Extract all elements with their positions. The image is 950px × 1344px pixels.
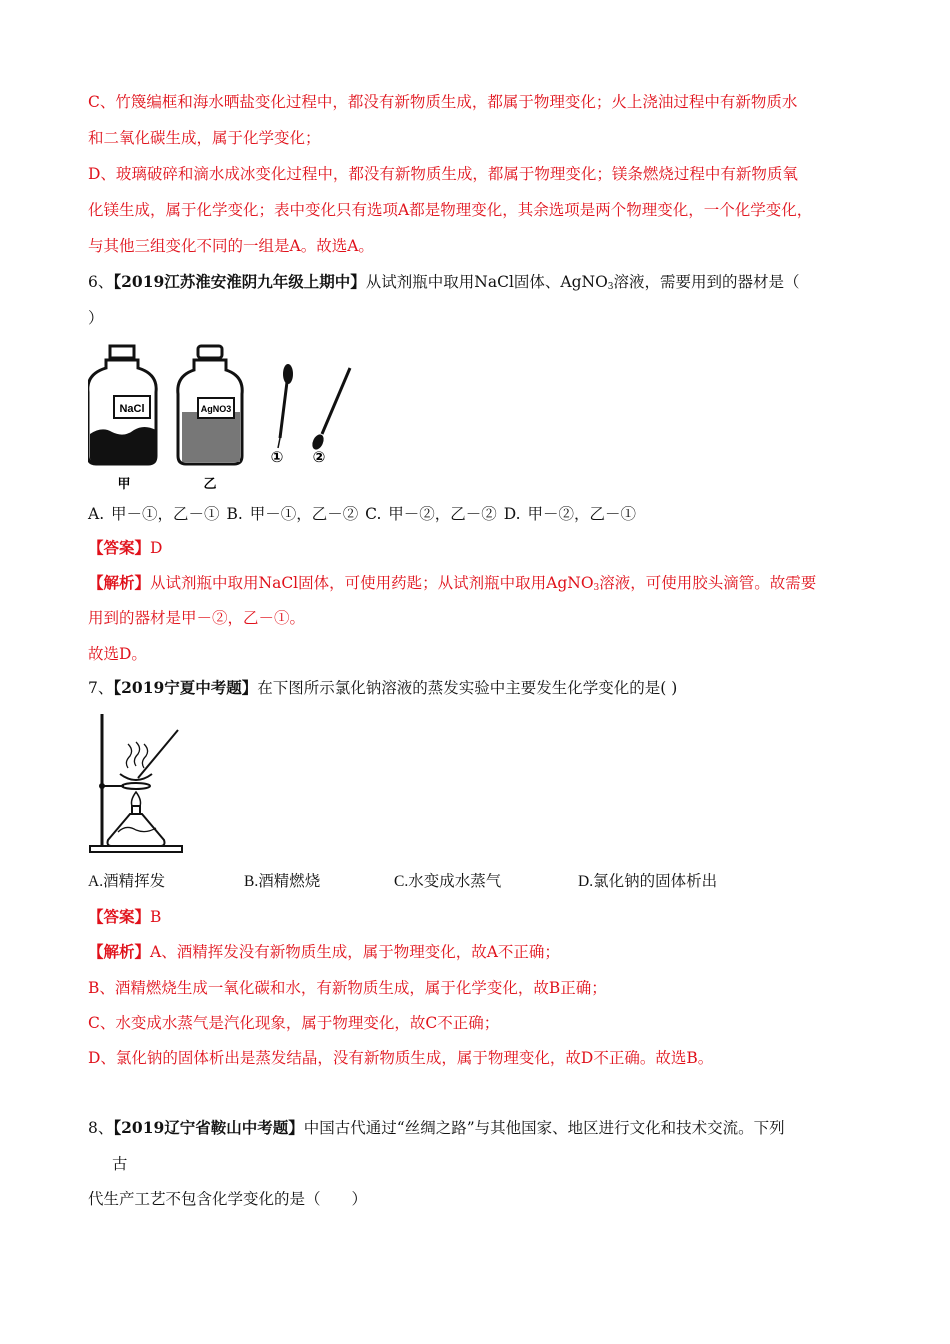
q8-stem-line2: 古 [112, 1155, 128, 1173]
q6-analysis-sub: 3 [593, 583, 600, 593]
bottle-agno3-label: AgNO3 [200, 404, 232, 414]
dropper-icon [278, 364, 293, 448]
label-tool2: ② [312, 448, 326, 466]
label-yi: 乙 [203, 477, 217, 492]
q5-explanation-d-line1: D、玻璃破碎和滴水成冰变化过程中，都没有新物质生成，都属于物理变化；镁条燃烧过程中有新物质氧 [88, 165, 798, 183]
label-jia: 甲 [117, 477, 131, 492]
bottle-nacl-icon [88, 346, 156, 464]
q6-analysis-a: 从试剂瓶中取用NaCl固体，可使用药匙；从试剂瓶中取用AgNO [150, 574, 594, 592]
q7-number: 7、 [88, 679, 114, 697]
bottle-nacl-label: NaCl [119, 403, 145, 415]
q6-analysis-line3: 故选D。 [88, 645, 147, 663]
q7-answer [88, 907, 161, 927]
q6-answer-tag: 【答案】 [88, 538, 151, 557]
q6-options: A. 甲－①，乙－① B. 甲－①，乙－② C. 甲－②，乙－② D. 甲－②，乙－① [88, 505, 636, 523]
q7-analysis-b: B、酒精燃烧生成一氧化碳和水，有新物质生成，属于化学变化，故B正确； [88, 979, 607, 997]
spoon-icon [310, 368, 350, 451]
q7-analysis-tag: 【解析】 [88, 942, 151, 961]
q7-option-c: C.水变成水蒸气 [394, 873, 502, 890]
q7-option-d: D.氯化钠的固体析出 [578, 873, 718, 890]
q5-explanation-c-line1: C、竹篾编框和海水晒盐变化过程中，都没有新物质生成，都属于物理变化；火上浇油过程中有新物质水 [88, 93, 798, 111]
q6-number: 6、 [88, 273, 114, 291]
q5-explanation-d-line2: 化镁生成，属于化学变化；表中变化只有选项A都是物理变化，其余选项是两个物理变化，一个化学变化， [88, 201, 813, 219]
q8-number: 8、 [88, 1119, 114, 1137]
q6-stem [88, 272, 800, 297]
q6-source: 【2019江苏淮安淮阴九年级上期中】 [113, 272, 366, 291]
q6-analysis-b: 溶液，可使用胶头滴管。故需要 [599, 574, 817, 592]
q5-explanation-c-line2: 和二氧化碳生成，属于化学变化； [88, 129, 321, 147]
q7-analysis-a-text: A、酒精挥发没有新物质生成，属于物理变化，故A不正确； [150, 943, 560, 961]
label-tool1: ① [270, 448, 284, 466]
q7-analysis-c: C、水变成水蒸气是汽化现象，属于物理变化，故C不正确； [88, 1014, 500, 1032]
q6-figure [88, 342, 363, 492]
q6-stem-close: ） [88, 309, 104, 327]
q6-stem-b: 溶液，需要用到的器材是（ [613, 273, 800, 291]
q6-analysis-tag: 【解析】 [88, 573, 151, 592]
q5-explanation-d-line3: 与其他三组变化不同的一组是A。故选A。 [88, 237, 374, 255]
q7-option-b: B.酒精燃烧 [244, 873, 321, 890]
q8-stem-text: 中国古代通过“丝绸之路”与其他国家、地区进行文化和技术交流。下列 [303, 1119, 785, 1137]
q7-analysis-d: D、氯化钠的固体析出是蒸发结晶，没有新物质生成，属于物理变化，故D不正确。故选B。 [88, 1049, 714, 1067]
q7-analysis-a [88, 942, 560, 962]
q8-stem-line3: 代生产工艺不包含化学变化的是（ ） [88, 1190, 368, 1208]
q8-source: 【2019辽宁省鞍山中考题】 [113, 1118, 304, 1137]
q7-stem [88, 678, 677, 698]
q6-answer-value: D [150, 539, 163, 557]
bottle-agno3-icon [178, 346, 242, 464]
q7-evaporation-figure [88, 712, 188, 857]
q7-source: 【2019宁夏中考题】 [113, 678, 258, 697]
q7-option-a: A.酒精挥发 [88, 873, 166, 890]
q7-answer-value: B [150, 908, 162, 926]
q6-answer [88, 538, 162, 558]
q6-stem-a: 从试剂瓶中取用NaCl固体、AgNO [365, 273, 608, 291]
q8-stem-line1 [88, 1118, 785, 1138]
q7-stem-text: 在下图所示氯化钠溶液的蒸发实验中主要发生化学变化的是( ) [257, 679, 678, 697]
q7-answer-tag: 【答案】 [88, 907, 151, 926]
q6-stem-sub: 3 [607, 282, 614, 292]
q6-analysis-line2: 用到的器材是甲－②，乙－①。 [88, 609, 306, 627]
q6-analysis-line1 [88, 573, 816, 598]
